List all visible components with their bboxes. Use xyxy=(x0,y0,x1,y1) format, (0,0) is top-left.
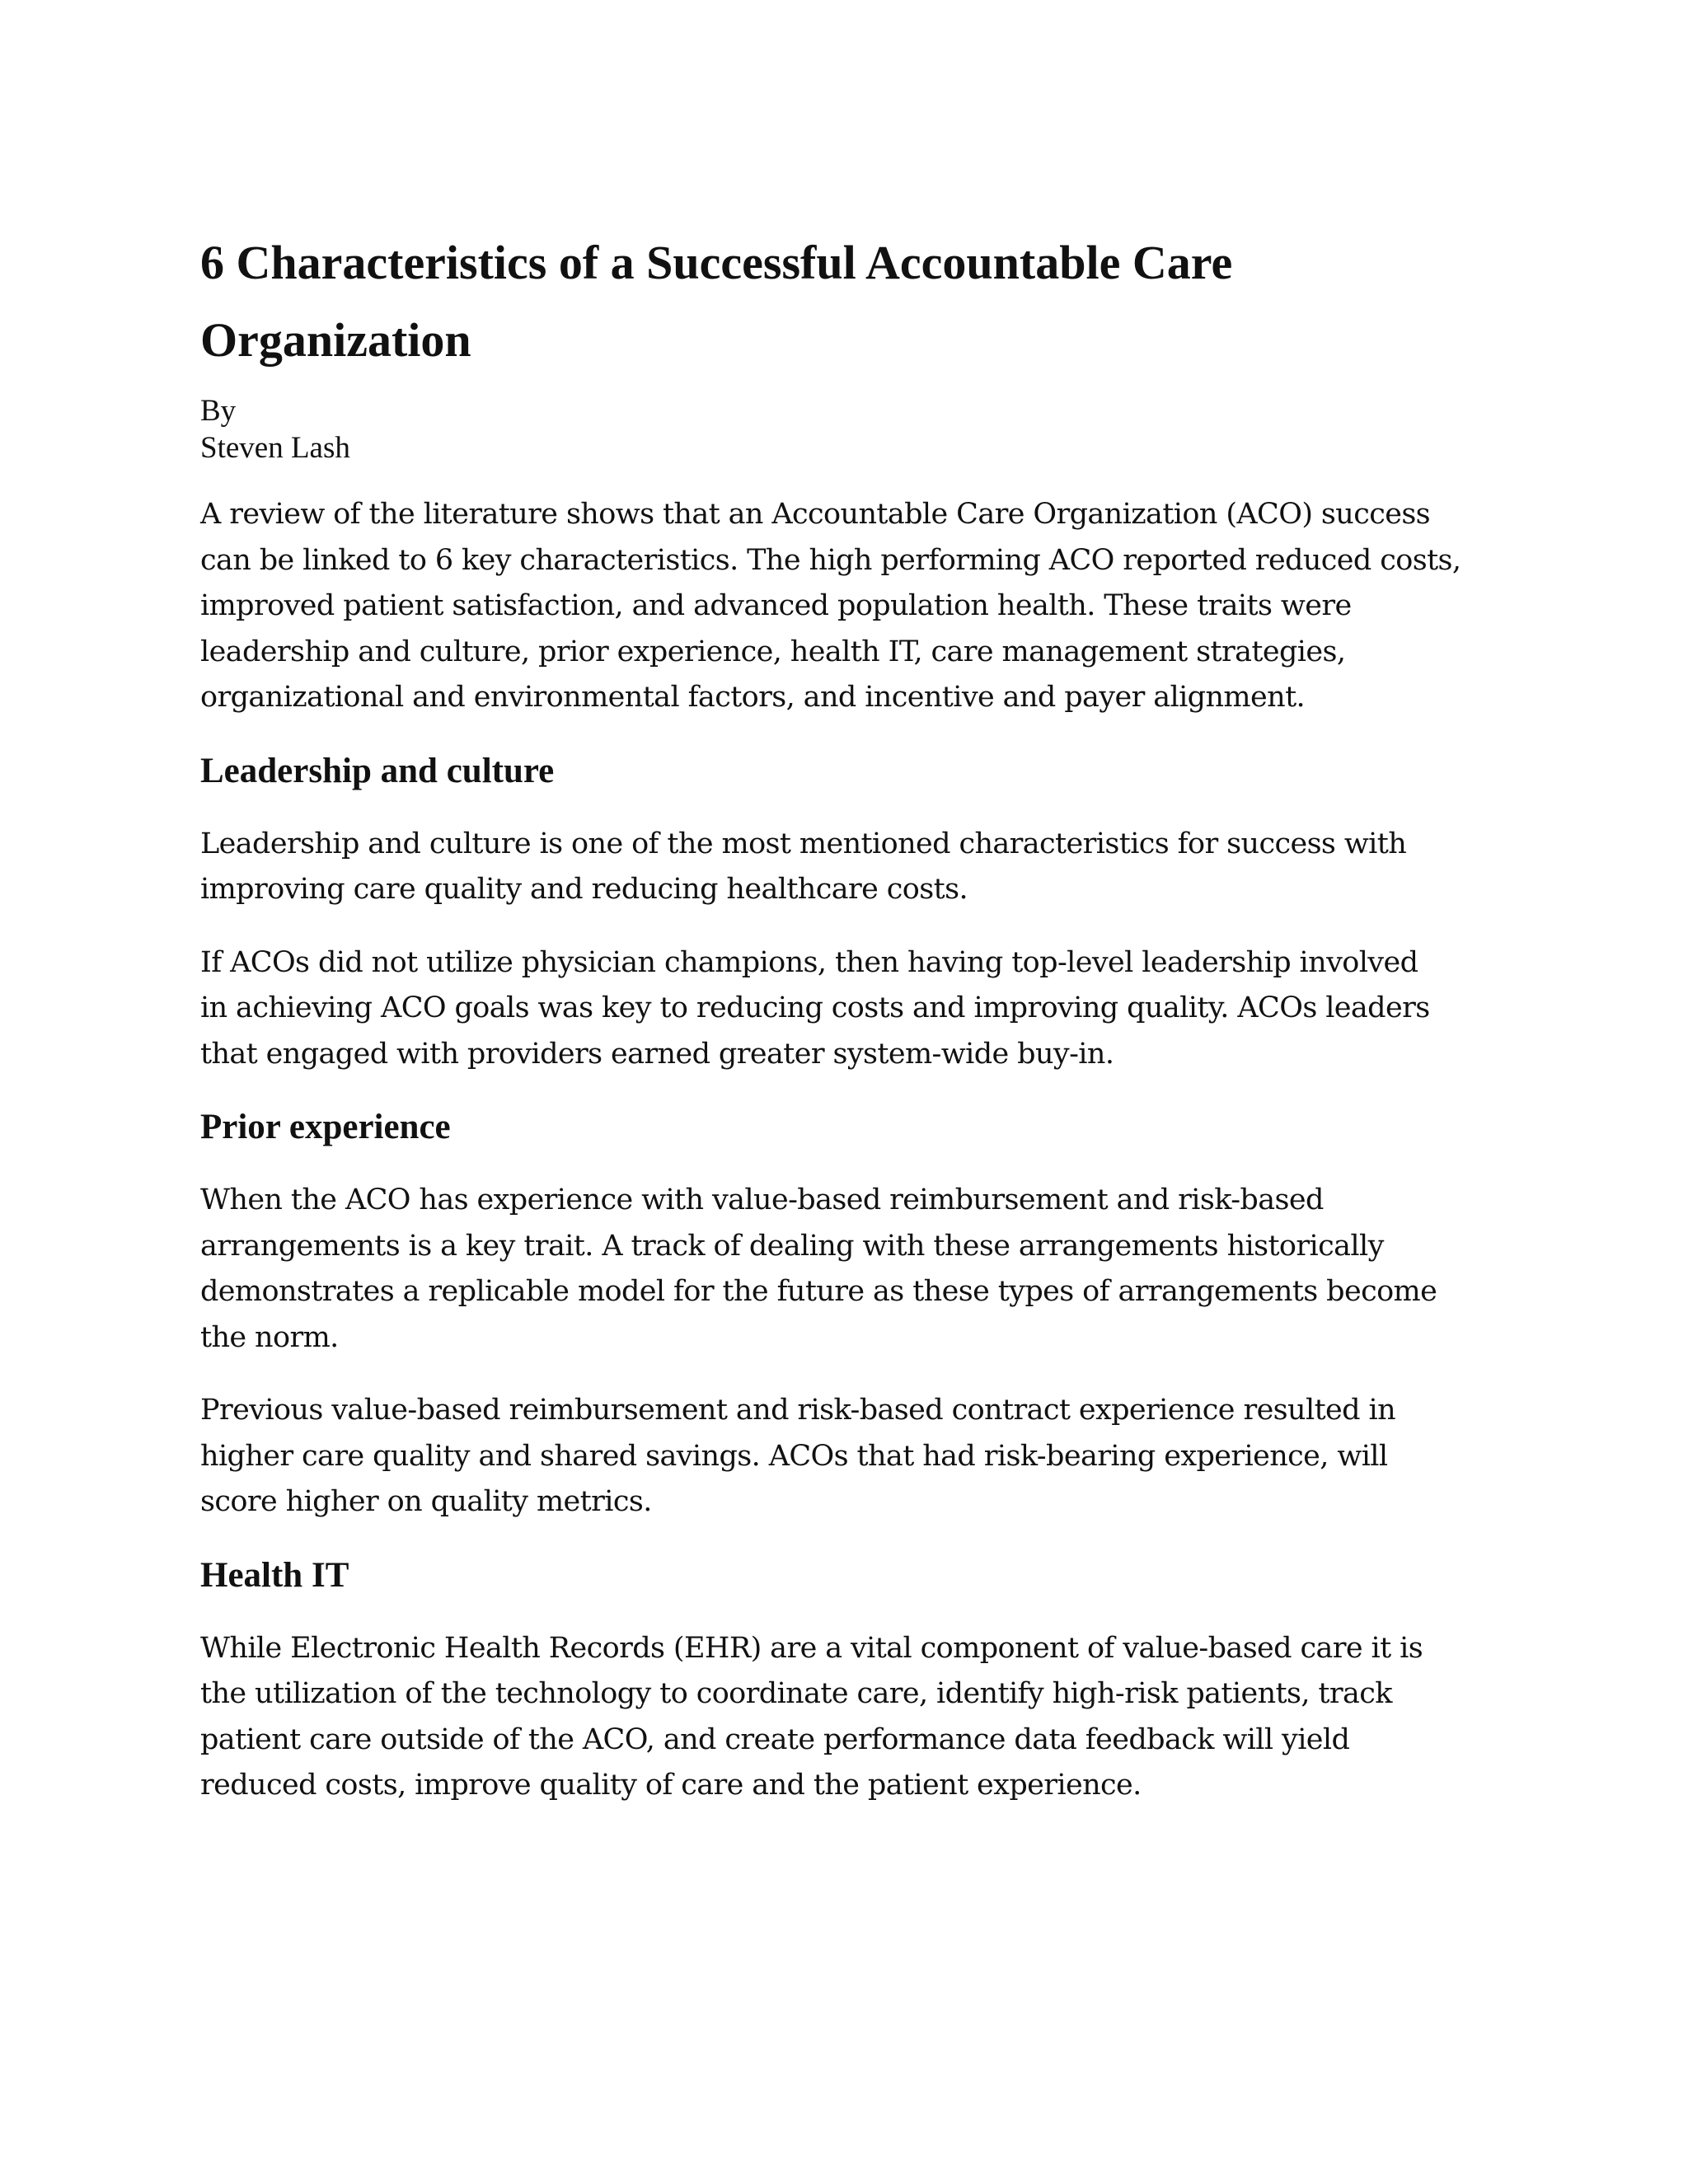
document-body xyxy=(200,224,1503,1809)
section-heading-prior-experience: Prior experience xyxy=(200,1108,451,1146)
paragraph-line: the norm. xyxy=(200,1320,339,1354)
paragraph-line: When the ACO has experience with value-based reimbursement and risk-based xyxy=(200,1183,1324,1216)
section-heading-health-it: Health IT xyxy=(200,1555,349,1595)
section-paragraph xyxy=(200,1626,1503,1809)
paragraph-line: organizational and environmental factors, and incentive and payer alignment. xyxy=(200,681,1306,714)
paragraph-line: While Electronic Health Records (EHR) are a vital component of value-based care it is xyxy=(200,1631,1423,1665)
paragraph-line: arrangements is a key trait. A track of dealing with these arrangements historically xyxy=(200,1229,1384,1263)
byline xyxy=(200,392,1503,466)
paragraph-line: reduced costs, improve quality of care and the patient experience. xyxy=(200,1769,1142,1802)
section-heading-leadership: Leadership and culture xyxy=(200,751,555,790)
title-line: 6 Characteristics of a Successful Accountable Care xyxy=(200,236,1233,289)
paragraph-line: patient care outside of the ACO, and create performance data feedback will yield xyxy=(200,1722,1350,1756)
paragraph-line: improved patient satisfaction, and advanced population health. These traits were xyxy=(200,589,1352,622)
paragraph-line: leadership and culture, prior experience, health IT, care management strategies, xyxy=(200,635,1346,668)
section-paragraph xyxy=(200,940,1503,1078)
section-paragraph xyxy=(200,1388,1503,1526)
paragraph-line: the utilization of the technology to coordinate care, identify high-risk patients, track xyxy=(200,1677,1392,1710)
paragraph-line: higher care quality and shared savings. ACOs that had risk-bearing experience, will xyxy=(200,1439,1388,1473)
title-line: Organization xyxy=(200,313,471,367)
paragraph-line: that engaged with providers earned greater system-wide buy-in. xyxy=(200,1037,1114,1071)
paragraph-line: improving care quality and reducing healthcare costs. xyxy=(200,873,968,906)
paragraph-line: Previous value-based reimbursement and risk-based contract experience resulted in xyxy=(200,1394,1396,1427)
paragraph-line: in achieving ACO goals was key to reducing costs and improving quality. ACOs leaders xyxy=(200,991,1430,1024)
paragraph-line: Leadership and culture is one of the most mentioned characteristics for success with xyxy=(200,827,1407,860)
paragraph-line: demonstrates a replicable model for the future as these types of arrangements become xyxy=(200,1275,1437,1308)
paragraph-line: can be linked to 6 key characteristics. The high performing ACO reported reduced costs, xyxy=(200,543,1461,577)
paragraph-line: If ACOs did not utilize physician champions, then having top-level leadership involved xyxy=(200,945,1418,979)
document-title xyxy=(200,224,1354,379)
byline-label: By xyxy=(200,394,237,428)
author-name: Steven Lash xyxy=(200,431,350,465)
section-paragraph xyxy=(200,822,1503,913)
section-paragraph xyxy=(200,1178,1503,1361)
paragraph-line: score higher on quality metrics. xyxy=(200,1485,652,1518)
paragraph-line: A review of the literature shows that an Accountable Care Organization (ACO) success xyxy=(200,498,1431,531)
intro-paragraph xyxy=(200,492,1503,721)
